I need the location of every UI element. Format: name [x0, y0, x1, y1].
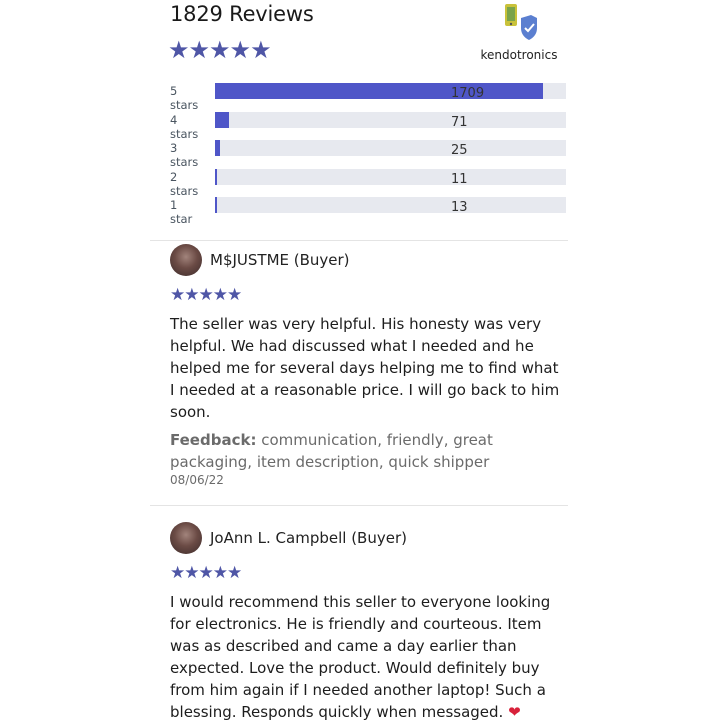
- distribution-bar-fill: [215, 197, 217, 213]
- distribution-bar: [215, 83, 566, 99]
- distribution-bar: [215, 169, 566, 185]
- distribution-bar-fill: [215, 83, 543, 99]
- avatar[interactable]: [170, 244, 202, 276]
- reviews-title: 1829 Reviews: [170, 2, 314, 26]
- review-text-content: I would recommend this seller to everyone looking for electronics. He is friendly and courteous. Item was as described and came a day earlier than expected. Love the product. Would definitely buy from him again if I needed another laptop! Such a blessing. Responds quickly when messaged.: [170, 593, 551, 721]
- divider: [150, 240, 568, 241]
- seller-badge[interactable]: [478, 0, 560, 68]
- seller-logo-icon: [499, 0, 539, 44]
- seller-name[interactable]: kendotronics: [480, 48, 558, 62]
- distribution-count: 11: [451, 171, 468, 187]
- feedback-tags: communication, friendly, great packaging, item description, quick shipper: [170, 431, 493, 471]
- distribution-bar: [215, 197, 566, 216]
- review-stars: ★★★★★: [170, 563, 242, 583]
- reviewer-name[interactable]: JoAnn L. Campbell (Buyer): [210, 529, 407, 547]
- review-text: [170, 591, 560, 723]
- review-date: 08/06/22: [170, 473, 224, 487]
- distribution-label: 1 star: [170, 198, 193, 227]
- distribution-label: 2 stars: [170, 169, 199, 198]
- distribution-bar-fill: [215, 112, 229, 128]
- heart-icon: ❤: [508, 703, 521, 721]
- distribution-count: 1709: [451, 86, 485, 101]
- review-text: The seller was very helpful. His honesty was very helpful. We had discussed what I needed and he helped me for several days helping me to find what I needed at a reasonable price. I will go back to him soon.: [170, 315, 560, 421]
- distribution-bar-fill: [215, 169, 217, 185]
- seller-logo: [499, 0, 539, 44]
- review-header: [170, 243, 560, 277]
- overall-rating-stars: ★★★★★: [168, 36, 271, 64]
- review-stars: ★★★★★: [170, 285, 242, 305]
- divider: [150, 505, 568, 506]
- review-card: [170, 243, 560, 487]
- distribution-bar-fill: [215, 140, 220, 156]
- review-card: [170, 521, 560, 723]
- distribution-count: 71: [451, 114, 468, 130]
- distribution-label: 3 stars: [170, 141, 199, 170]
- distribution-label: 4 stars: [170, 112, 199, 141]
- reviewer-name[interactable]: M$JUSTME (Buyer): [210, 251, 350, 269]
- feedback-label: Feedback:: [170, 431, 257, 449]
- distribution-count: 13: [451, 200, 468, 216]
- distribution-bar: [215, 112, 566, 128]
- distribution-count: 25: [451, 143, 468, 159]
- distribution-label: 5 stars: [170, 84, 199, 112]
- review-feedback: [170, 429, 560, 473]
- distribution-bar: [215, 140, 566, 159]
- avatar[interactable]: [170, 522, 202, 554]
- review-header: [170, 521, 560, 555]
